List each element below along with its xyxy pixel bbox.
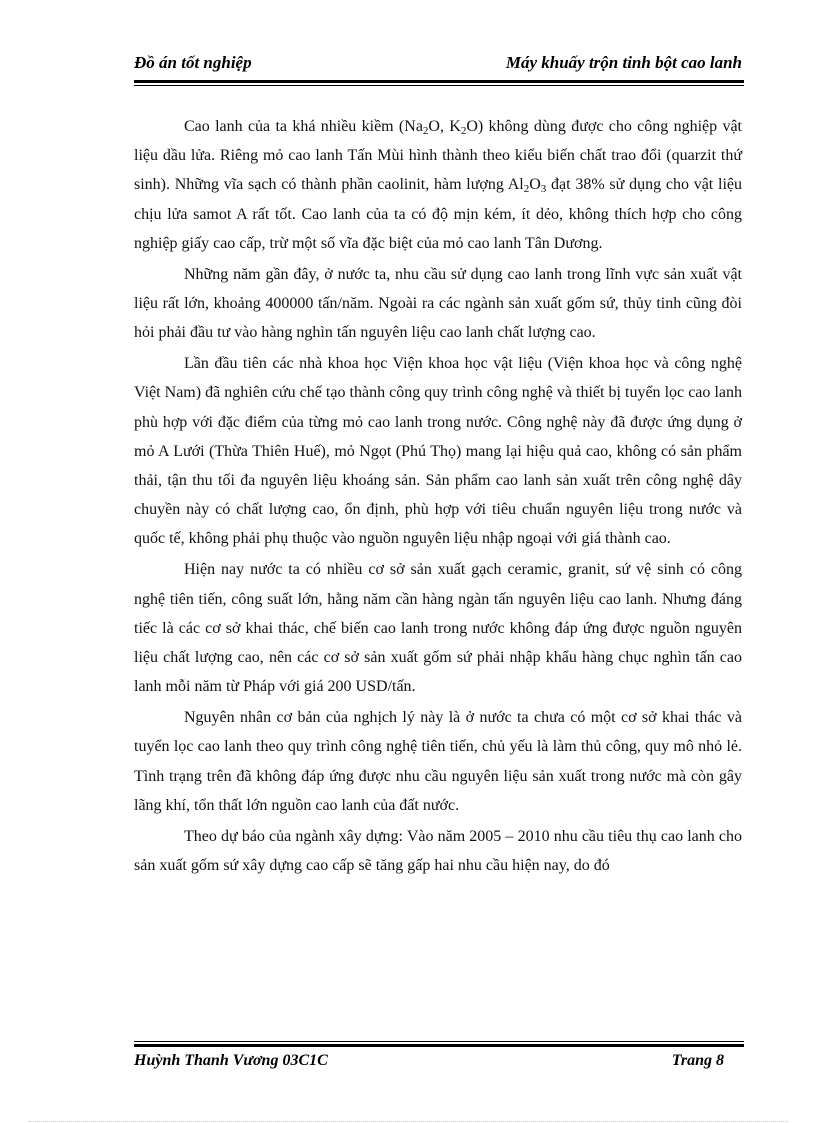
header-rule-thick: [134, 80, 744, 83]
paragraph-6: Theo dự báo của ngành xây dựng: Vào năm 2005 – 2010 nhu cầu tiêu thụ cao lanh cho sản xuất gốm sứ xây dựng cao cấp sẽ tăng gấp hai nhu cầu hiện nay, do đó: [134, 827, 742, 875]
footer-author: Huỳnh Thanh Vương 03C1C: [134, 1052, 328, 1069]
header-rule-thin: [134, 85, 744, 86]
page-boundary-line: [28, 1121, 788, 1122]
footer-rule-thin: [134, 1041, 744, 1042]
paragraph-1: Cao lanh của ta khá nhiều kiềm ($Na_2O$, $K_2O$) không dùng được cho công nghiệp vật liệu dầu lửa. Riêng mỏ cao lanh Tấn Mùi hình thành theo kiểu biến chất trao đổi (quarzit thứ sinh). Những vĩa sạch có thành phần caolinit, hàm lượng $Al_2O_3$ đạt 38% sử dụng cho vật liệu chịu lửa samot A rất tốt. Cao lanh của ta có độ mịn kém, ít dẻo, không thích hợp cho công nghiệp giấy cao cấp, trừ một số vĩa đặc biệt của mỏ cao lanh Tân Dương.: [134, 118, 742, 252]
footer-page-number: Trang 8: [671, 1052, 724, 1069]
paragraph-2: Những năm gần đây, ở nước ta, nhu cầu sử dụng cao lanh trong lĩnh vực sản xuất vật liệu rất lớn, khoảng 400000 tấn/năm. Ngoài ra các ngành sản xuất gốm sứ, thủy tinh cũng đòi hỏi phải đầu tư vào hàng nghìn tấn nguyên liệu cao lanh chất lượng cao.: [134, 265, 742, 342]
paragraph-4: Hiện nay nước ta có nhiều cơ sở sản xuất gạch ceramic, granit, sứ vệ sinh có công nghệ tiên tiến, công suất lớn, hằng năm cần hàng ngàn tấn nguyên liệu cao lanh. Nhưng đáng tiếc là các cơ sở khai thác, chế biến cao lanh trong nước không đáp ứng được nguồn nguyên liệu chất lượng cao, nên các cơ sở sản xuất gốm sứ phải nhập khẩu hàng chục nghìn tấn cao lanh mỗi năm từ Pháp với giá 200 USD/tấn.: [134, 561, 742, 696]
footer-rule-thick: [134, 1044, 744, 1047]
body-text: [134, 112, 742, 882]
header-document-type: Đồ án tốt nghiệp: [134, 53, 252, 72]
header-document-title: Máy khuấy trộn tinh bột cao lanh: [505, 53, 742, 72]
paragraph-3: Lần đầu tiên các nhà khoa học Viện khoa học vật liệu (Viện khoa học và công nghệ Việt Nam) đã nghiên cứu chế tạo thành công quy trình công nghệ và thiết bị tuyển lọc cao lanh phù hợp với đặc điểm của từng mỏ cao lanh trong nước. Công nghệ này đã được ứng dụng ở mỏ A Lưới (Thừa Thiên Huế), mỏ Ngọt (Phú Thọ) mang lại hiệu quả cao, không có sản phẩm thải, tận thu tối đa nguyên liệu khoáng sản. Sản phẩm cao lanh sản xuất trên công nghệ dây chuyền này có chất lượng cao, ổn định, phù hợp với tiêu chuẩn nguyên liệu trong nước và quốc tế, không phải phụ thuộc vào nguồn nguyên liệu nhập ngoại với giá thành cao.: [134, 355, 742, 548]
paragraph-5: Nguyên nhân cơ bản của nghịch lý này là ở nước ta chưa có một cơ sở khai thác và tuyển lọc cao lanh theo quy trình công nghệ tiên tiến, chủ yếu là làm thủ công, quy mô nhỏ lẻ. Tình trạng trên đã không đáp ứng được nhu cầu nguyên liệu sản xuất trong nước mà còn gây lãng khí, tổn thất lớn nguồn cao lanh của đất nước.: [134, 709, 742, 814]
page-footer: [134, 1052, 724, 1076]
page-header: [134, 53, 742, 77]
